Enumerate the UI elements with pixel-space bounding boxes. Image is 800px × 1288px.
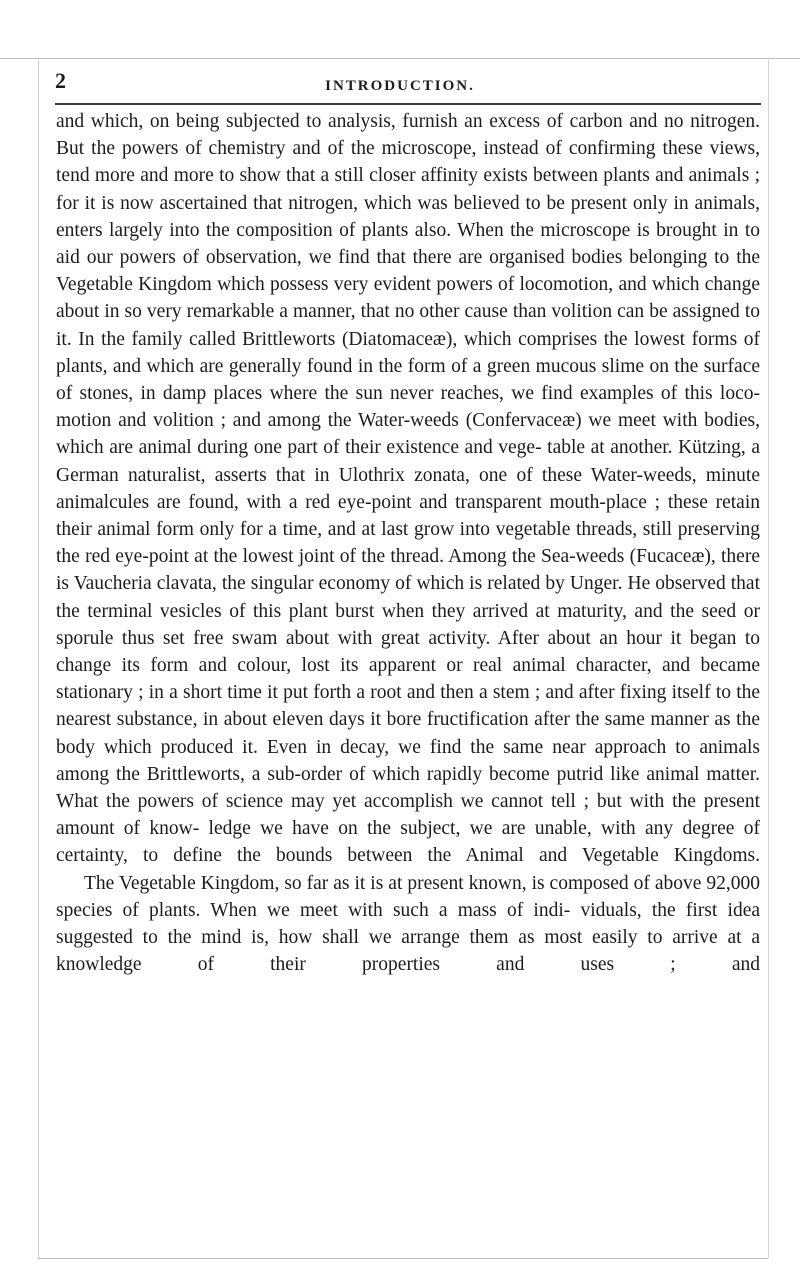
text-line: which was believed to be present only in animals, enters largely into the [56, 192, 760, 241]
page-edge-bottom [38, 1258, 768, 1259]
text-line: The Vegetable Kingdom, so far as it is at present known, is composed of [84, 872, 650, 894]
text-line: the Vegetable Kingdom which possess very evident powers of locomotion, [56, 247, 761, 296]
text-line: composition of plants also. When the microscope is brought in to aid our [56, 219, 760, 269]
text-line: to define the bounds between the Animal and Vegetable Kingdoms. [142, 845, 760, 867]
text-line: than volition can be assigned to it. In the family called Brittleworts [56, 301, 760, 350]
text-line: table at another. Kützing, a German naturalist, asserts that in Ulothrix [56, 437, 761, 486]
text-line: (Diatomaceæ), which comprises the lowest forms of plants, and which are [56, 328, 760, 377]
text-line: powers of observation, we find that there are organised bodies belonging to [119, 247, 730, 269]
text-line: rapidly become putrid like animal matter. What the powers of science [56, 763, 760, 813]
header-rule [55, 103, 761, 105]
text-line: above 92,000 species of plants. When we meet with such a mass of indi- [56, 872, 761, 921]
text-line: nitrogen. But the powers of chemistry and of the microscope, instead of [56, 111, 760, 160]
text-line: confirming these views, tend more and more to show that a still closer affinity [56, 138, 760, 187]
text-line: for a time, and at last grow into vegetable threads, still preserving the red [56, 519, 760, 568]
page-edge-top [0, 58, 800, 59]
text-line: generally found in the form of a green mucous slime on the surface of stones, [56, 355, 760, 405]
text-line: ledge we have on the subject, we are unable, with any degree of certainty, [56, 818, 760, 867]
paragraph-1 [56, 108, 760, 870]
text-line: Unger. He observed that the terminal vesicles of this plant burst when [56, 573, 760, 622]
text-line: as most easily to arrive at a knowledge of their properties and uses ; and [56, 927, 761, 976]
page-edge-right [768, 58, 769, 1258]
text-line: in a short time it put forth a root and then a stem ; and after fixing itself [148, 682, 711, 704]
text-line: eye-point and transparent mouth-place ; these retain their animal form only [56, 491, 760, 541]
text-line: motion and volition ; and among the Water-weeds (Confervaceæ) we meet [56, 410, 656, 432]
running-head: INTRODUCTION. [325, 78, 475, 94]
text-line: viduals, the first idea suggested to the mind is, how shall we arrange them [56, 899, 761, 949]
text-line: eye-point at the lowest joint of the thread. Among the Sea-weeds (Fucaceæ), [115, 546, 716, 568]
body-text [56, 108, 760, 979]
text-line: with great activity. After about an hour it began to change its form and [56, 627, 760, 677]
page-edge-left [38, 58, 39, 1258]
text-line: there is Vaucheria clavata, the singular economy of which is related by [56, 546, 760, 595]
text-line: and which, on being subjected to analysis, furnish an excess of carbon and no [56, 111, 684, 132]
text-line: same near approach to animals among the Brittleworts, a sub-order of which [56, 736, 761, 785]
paragraph-2 [56, 870, 760, 979]
text-line: same manner as the body which produced it. Even in decay, we find the [56, 709, 761, 758]
text-line: with bodies, which are animal during one part of their existence and vege- [56, 410, 760, 459]
text-line: exists between plants and animals ; for it is now ascertained that nitrogen, [56, 165, 761, 214]
text-line: colour, lost its apparent or real animal character, and became stationary ; [56, 655, 761, 704]
text-line: they arrived at maturity, and the seed or sporule thus set free swam about [56, 600, 760, 649]
text-line: zonata, one of these Water-weeds, minute animalcules are found, with a red [56, 464, 761, 513]
text-line: may yet accomplish we cannot tell ; but with the present amount of know- [56, 791, 760, 840]
text-line: and which change about in so very remarkable a manner, that no other cause [56, 274, 760, 323]
text-line: in damp places where the sun never reaches, we find examples of this loco- [140, 383, 760, 405]
page-number: 2 [55, 68, 66, 93]
text-line: to the nearest substance, in about eleven days it bore fructification after the [56, 682, 761, 731]
